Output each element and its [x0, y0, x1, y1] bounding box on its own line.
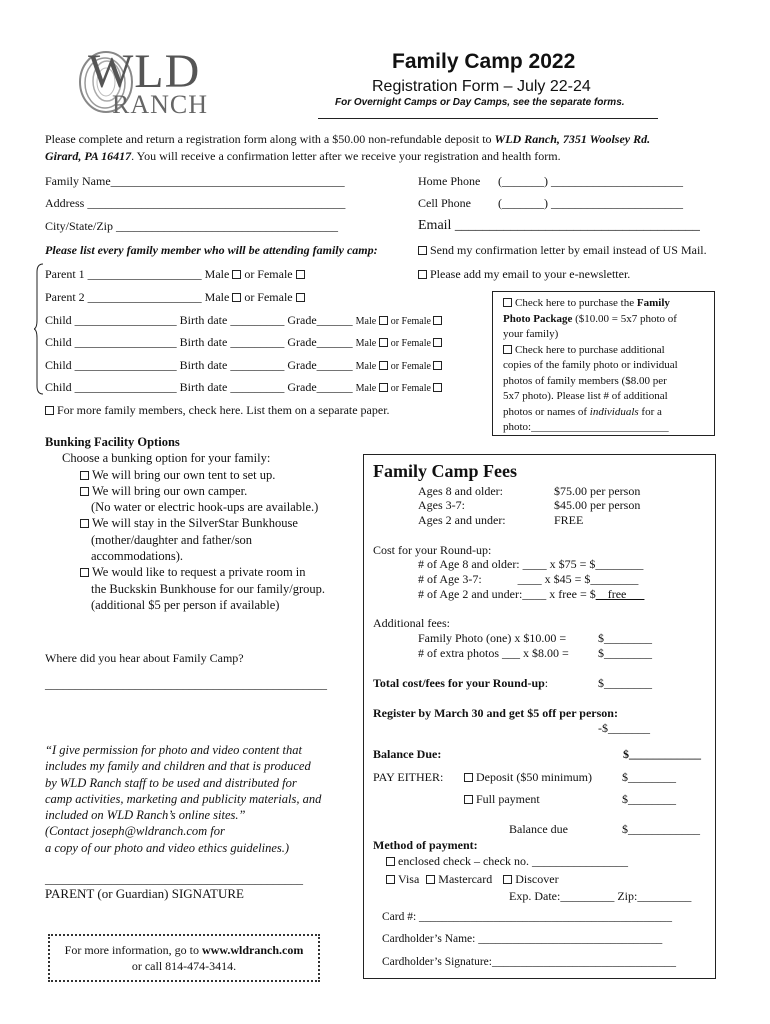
- child-row[interactable]: Child _________________ Birth date _________ Grade______ Male or Female: [45, 313, 445, 328]
- checkbox[interactable]: [386, 875, 395, 884]
- checkbox[interactable]: [433, 383, 442, 392]
- fees-title: Family Camp Fees: [373, 461, 517, 481]
- checkbox[interactable]: [503, 298, 512, 307]
- hear-answer-line[interactable]: _______________________________________________: [45, 677, 327, 691]
- cell-phone-label: Cell Phone: [418, 196, 471, 210]
- deposit-value[interactable]: $________: [622, 770, 676, 784]
- fee-age: Ages 3-7:: [418, 498, 465, 512]
- balance-due-label: Balance Due:: [373, 747, 442, 761]
- checkbox[interactable]: [80, 568, 89, 577]
- cardholder-name-field[interactable]: Cardholder’s Name: ________________________________: [382, 933, 663, 945]
- checkbox[interactable]: [379, 338, 388, 347]
- parent-row[interactable]: Parent 1 ___________________ Male or Female: [45, 267, 308, 282]
- bunk-option[interactable]: We will bring our own tent to set up.: [45, 467, 325, 483]
- fee-age: Ages 8 and older:: [418, 484, 503, 498]
- bunking-section: Bunking Facility Options Choose a bunking option for your family: We will bring our own tent to set up. We will bring our own camper. (No water or electric hook-ups are available.) We will stay in the SilverStar Bunkhouse (mother/daughter and father/son accommodations). We would like to request a private room in the Buckskin Bunkhouse for our family/group. (additional $5 per person if available): [45, 435, 325, 612]
- bunk-option[interactable]: We would like to request a private room in: [45, 564, 325, 580]
- email-field[interactable]: Email ___________________________________: [418, 218, 700, 233]
- logo-ranch-text: RANCH: [112, 90, 209, 119]
- list-members-note: Please list every family member who will be attending family camp:: [45, 243, 378, 257]
- cardholder-signature-field[interactable]: Cardholder’s Signature:________________________________: [382, 956, 676, 968]
- bunking-title: Bunking Facility Options: [45, 435, 180, 449]
- family-name-field[interactable]: Family Name_______________________________________: [45, 174, 345, 188]
- wld-ranch-logo: [72, 46, 242, 118]
- checkbox[interactable]: [232, 293, 241, 302]
- cost-title: Cost for your Round-up:: [373, 543, 492, 557]
- checkbox[interactable]: [433, 338, 442, 347]
- deposit-option[interactable]: Deposit ($50 minimum): [464, 770, 592, 785]
- extra-photos-fee[interactable]: # of extra photos ___ x $8.00 =: [418, 646, 569, 660]
- checkbox[interactable]: [379, 383, 388, 392]
- page-subtitle: Registration Form – July 22-24: [372, 78, 591, 95]
- bunk-option[interactable]: We will bring our own camper.: [45, 483, 325, 499]
- fee-price: $75.00 per person: [554, 484, 641, 498]
- checkbox[interactable]: [296, 293, 305, 302]
- website-link[interactable]: www.wldranch.com: [201, 943, 304, 957]
- checkbox[interactable]: [45, 406, 54, 415]
- exp-zip-fields[interactable]: Exp. Date:_________ Zip:_________: [509, 889, 692, 903]
- checkbox[interactable]: [379, 316, 388, 325]
- total-label: Total cost/fees for your Round-up:: [373, 676, 549, 690]
- family-photo-fee: Family Photo (one) x $10.00 =: [418, 631, 567, 645]
- checkbox[interactable]: [386, 857, 395, 866]
- city-field[interactable]: City/State/Zip _____________________________________: [45, 219, 338, 233]
- checkbox[interactable]: [296, 270, 305, 279]
- total-value[interactable]: $________: [598, 676, 652, 690]
- checkbox[interactable]: [418, 246, 427, 255]
- hear-question: Where did you hear about Family Camp?: [45, 651, 244, 665]
- checkbox[interactable]: [503, 875, 512, 884]
- more-members-option[interactable]: For more family members, check here. List them on a separate paper.: [45, 403, 390, 418]
- card-number-field[interactable]: Card #: ____________________________________________: [382, 911, 673, 923]
- brace-icon: [34, 262, 44, 396]
- child-row[interactable]: Child _________________ Birth date _________ Grade______ Male or Female: [45, 380, 445, 395]
- home-phone-field[interactable]: (_______) ______________________: [498, 174, 683, 188]
- early-discount-value[interactable]: -$_______: [598, 721, 650, 735]
- checkbox[interactable]: [232, 270, 241, 279]
- photo-permission: “I give permission for photo and video content that includes my family and children and that is produced by WLD Ranch staff to be used and distributed for camp activities, marketing and publicity materials, and included on WLD Ranch’s online sites.” (Contact joseph@wldranch.com for a copy of our photo and video ethics guidelines.): [45, 743, 322, 855]
- address-field[interactable]: Address ___________________________________________: [45, 196, 346, 210]
- fee-price: FREE: [554, 513, 584, 527]
- child-row[interactable]: Child _________________ Birth date _________ Grade______ Male or Female: [45, 335, 445, 350]
- family-photo-fee-value[interactable]: $________: [598, 631, 652, 645]
- cost-line[interactable]: # of Age 8 and older: ____ x $75 = $________: [418, 557, 644, 571]
- signature-line[interactable]: ___________________________________________: [45, 872, 303, 886]
- photo-package-box: Check here to purchase the Family Photo Package ($10.00 = 5x7 photo of your family) Check here to purchase additional copies of the family photo or individual photos of family members ($8.00 per 5x7 photo). Please list # of additional photos or names of individuals for a photo:_________________________: [492, 291, 715, 436]
- fee-price: $45.00 per person: [554, 498, 641, 512]
- checkbox[interactable]: [433, 316, 442, 325]
- card-type-options[interactable]: Visa Mastercard Discover: [386, 872, 559, 887]
- child-row[interactable]: Child _________________ Birth date _________ Grade______ Male or Female: [45, 358, 445, 373]
- home-phone-label: Home Phone: [418, 174, 481, 188]
- checkbox[interactable]: [80, 519, 89, 528]
- early-discount: Register by March 30 and get $5 off per person:: [373, 706, 618, 720]
- intro-text: Please complete and return a registration form along with a $50.00 non-refundable deposit to WLD Ranch, 7351 Woolsey Rd. Girard, PA 16417. You will receive a confirmation letter after we receive your registration and health form.: [45, 132, 651, 163]
- separate-forms-note: For Overnight Camps or Day Camps, see the separate forms.: [335, 97, 625, 108]
- checkbox[interactable]: [379, 361, 388, 370]
- checkbox[interactable]: [433, 361, 442, 370]
- cell-phone-field[interactable]: (_______) ______________________: [498, 196, 683, 210]
- checkbox[interactable]: [503, 345, 512, 354]
- checkbox[interactable]: [418, 270, 427, 279]
- full-payment-option[interactable]: Full payment: [464, 792, 540, 807]
- balance-due-line-value[interactable]: $____________: [622, 822, 700, 836]
- pay-either-label: PAY EITHER:: [373, 770, 444, 784]
- send-email-option[interactable]: Send my confirmation letter by email instead of US Mail.: [418, 243, 707, 258]
- checkbox[interactable]: [80, 487, 89, 496]
- cost-line[interactable]: # of Age 3-7: ____ x $45 = $________: [418, 572, 639, 586]
- header-rule: [318, 118, 658, 119]
- info-box: For more information, go to www.wldranch.com or call 814-474-3414.: [48, 934, 320, 982]
- bunk-option[interactable]: We will stay in the SilverStar Bunkhouse: [45, 515, 325, 531]
- extra-photos-fee-value[interactable]: $________: [598, 646, 652, 660]
- balance-due-line: Balance due: [509, 822, 568, 836]
- payment-method-title: Method of payment:: [373, 838, 478, 852]
- balance-due-value[interactable]: $____________: [623, 747, 701, 761]
- checkbox[interactable]: [464, 773, 473, 782]
- cost-line[interactable]: # of Age 2 and under:____ x free = $__free___: [418, 587, 645, 601]
- parent-row[interactable]: Parent 2 ___________________ Male or Female: [45, 290, 308, 305]
- checkbox[interactable]: [80, 471, 89, 480]
- checkbox[interactable]: [464, 795, 473, 804]
- logo-wld-text: WLD: [88, 45, 201, 98]
- check-option[interactable]: enclosed check – check no. ________________: [386, 854, 628, 869]
- signature-label: PARENT (or Guardian) SIGNATURE: [45, 886, 244, 901]
- checkbox[interactable]: [426, 875, 435, 884]
- enewsletter-option[interactable]: Please add my email to your e-newsletter.: [418, 267, 630, 282]
- additional-fees-title: Additional fees:: [373, 616, 450, 630]
- fee-age: Ages 2 and under:: [418, 513, 506, 527]
- page-title: Family Camp 2022: [392, 50, 576, 73]
- full-payment-value[interactable]: $________: [622, 792, 676, 806]
